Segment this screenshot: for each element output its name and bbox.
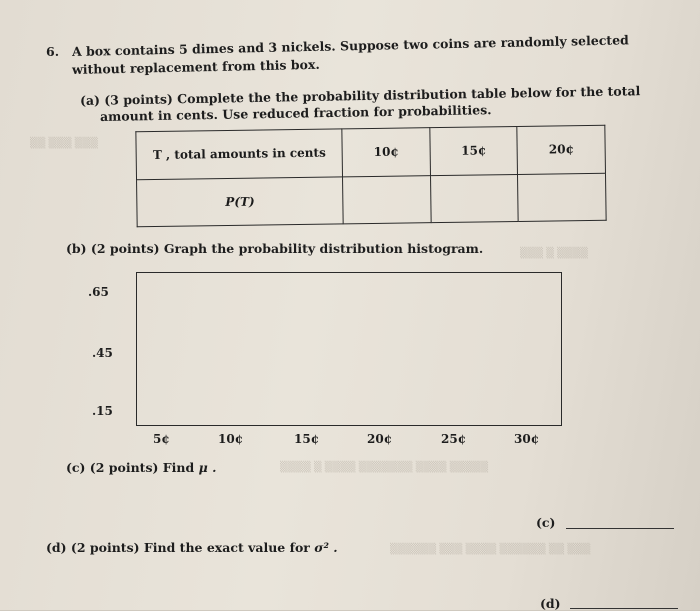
problem-number: 6. — [46, 44, 60, 59]
part-d-label: (d) (2 points) Find the exact value for — [46, 540, 310, 555]
table-cell-blank[interactable] — [343, 175, 431, 224]
answer-c-line[interactable] — [566, 528, 674, 529]
y-tick-label: .15 — [92, 404, 113, 418]
table-cell-blank[interactable] — [430, 174, 518, 223]
part-d-question — [46, 540, 338, 555]
table-cell-blank[interactable] — [518, 173, 606, 222]
answer-d-label: (d) — [540, 596, 561, 611]
x-tick-label: 25¢ — [441, 432, 467, 446]
histogram-grid-box[interactable] — [136, 272, 562, 426]
table-header-total-amount: T , total amounts in cents — [136, 129, 343, 179]
bleed-through-text: ▒▒ ▒▒▒ ▒▒▒ — [30, 138, 98, 149]
x-tick-label: 20¢ — [367, 432, 393, 446]
answer-d-line[interactable] — [570, 608, 678, 609]
x-tick-label: 15¢ — [294, 432, 320, 446]
table-value-10: 10¢ — [342, 128, 430, 177]
part-c-label: (c) (2 points) Find — [66, 460, 195, 475]
part-c-question — [66, 460, 216, 475]
y-tick-label: .65 — [88, 285, 109, 299]
problem-stem-line1: A box contains 5 dimes and 3 nickels. Suppose two coins are randomly selected — [71, 32, 629, 59]
part-a-line1: (a) (3 points) Complete the the probability distribution table below for the total — [79, 83, 641, 108]
part-a-line2: amount in cents. Use reduced fraction for probabilities. — [99, 102, 492, 124]
sigma-squared-symbol: σ² . — [314, 540, 338, 555]
probability-distribution-table — [135, 125, 606, 228]
part-b-label: (b) (2 points) Graph the probability distribution histogram. — [66, 241, 484, 256]
x-tick-label: 10¢ — [218, 432, 244, 446]
x-tick-label: 30¢ — [514, 432, 540, 446]
problem-stem-line2: without replacement from this box. — [71, 56, 320, 77]
table-value-15: 15¢ — [430, 126, 518, 175]
answer-c-label: (c) — [536, 515, 556, 530]
mu-symbol: μ . — [198, 460, 217, 475]
table-header-probability: P(T) — [137, 176, 344, 226]
bleed-through-text: ▒▒▒ ▒ ▒▒▒▒ — [520, 248, 588, 259]
bleed-through-text: ▒▒▒▒ ▒ ▒▒▒▒ ▒▒▒▒▒▒▒ ▒▒▒▒ ▒▒▒▒▒ — [280, 462, 489, 473]
table-value-20: 20¢ — [517, 125, 605, 174]
x-tick-label: 5¢ — [153, 432, 170, 446]
y-tick-label: .45 — [92, 346, 113, 360]
bleed-through-text: ▒▒▒▒▒▒ ▒▒▒ ▒▒▒▒ ▒▒▒▒▒▒ ▒▒ ▒▒▒ — [390, 544, 591, 555]
